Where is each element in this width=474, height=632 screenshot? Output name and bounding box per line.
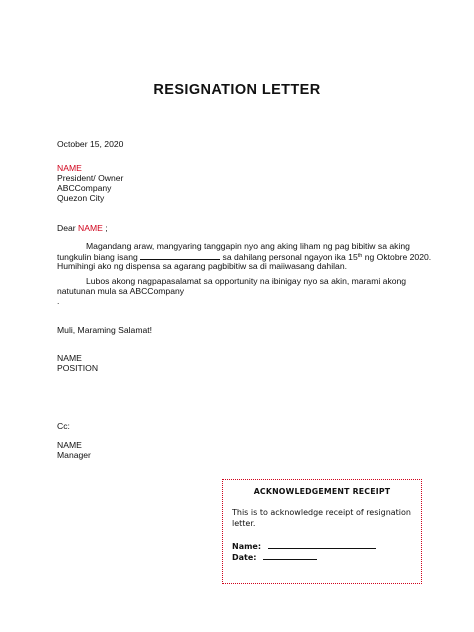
para1-text-a: tungkulin biang isang [57, 252, 138, 262]
paragraph-1-line-1: Magandang araw, mangyaring tanggapin nyo ang aking liham ng pag bibitiw sa aking [86, 241, 410, 251]
receipt-date-label: Date: [232, 553, 257, 562]
cc-title: Manager [57, 450, 91, 460]
recipient-company: ABCCompany [57, 183, 112, 193]
sender-position: POSITION [57, 363, 99, 373]
paragraph-1-line-3: Humihingi ako ng dispensa sa agarang pagbibitiw sa di maiiwasang dahilan. [57, 261, 347, 271]
receipt-name-row [232, 540, 376, 551]
paragraph-2-dot: . [57, 296, 60, 306]
receipt-date-line [263, 551, 317, 560]
closing: Muli, Maraming Salamat! [57, 325, 153, 335]
receipt-name-line [268, 540, 376, 549]
paragraph-2-line-2: natutunan mula sa ABCCompany [57, 286, 185, 296]
para1-text-c: ng Oktobre 2020. [364, 252, 432, 262]
receipt-text: This is to acknowledge receipt of resignation letter. [232, 508, 411, 528]
cc-label: Cc: [57, 421, 70, 431]
cc-name: NAME [57, 440, 82, 450]
recipient-name: NAME [57, 163, 82, 173]
job-title-blank [140, 251, 220, 260]
salutation-suffix: ; [105, 223, 108, 233]
recipient-title: President/ Owner [57, 173, 124, 183]
letter-date: October 15, 2020 [57, 139, 124, 149]
para1-text-b: sa dahilang personal ngayon ika 15 [222, 252, 358, 262]
receipt-title: ACKNOWLEDGEMENT RECEIPT [253, 487, 391, 496]
salutation-prefix: Dear [57, 223, 76, 233]
sender-name: NAME [57, 353, 82, 363]
ordinal-suffix: th [357, 253, 363, 259]
paragraph-2-line-1: Lubos akong nagpapasalamat sa opportunity na ibinigay nyo sa akin, marami akong [86, 276, 407, 286]
salutation [57, 223, 108, 233]
salutation-name: NAME [78, 223, 103, 233]
recipient-city: Quezon City [57, 193, 105, 203]
receipt-name-label: Name: [232, 542, 262, 551]
letter-title: RESIGNATION LETTER [153, 82, 321, 98]
receipt-date-row [232, 551, 317, 562]
acknowledgement-receipt-box [222, 479, 422, 584]
